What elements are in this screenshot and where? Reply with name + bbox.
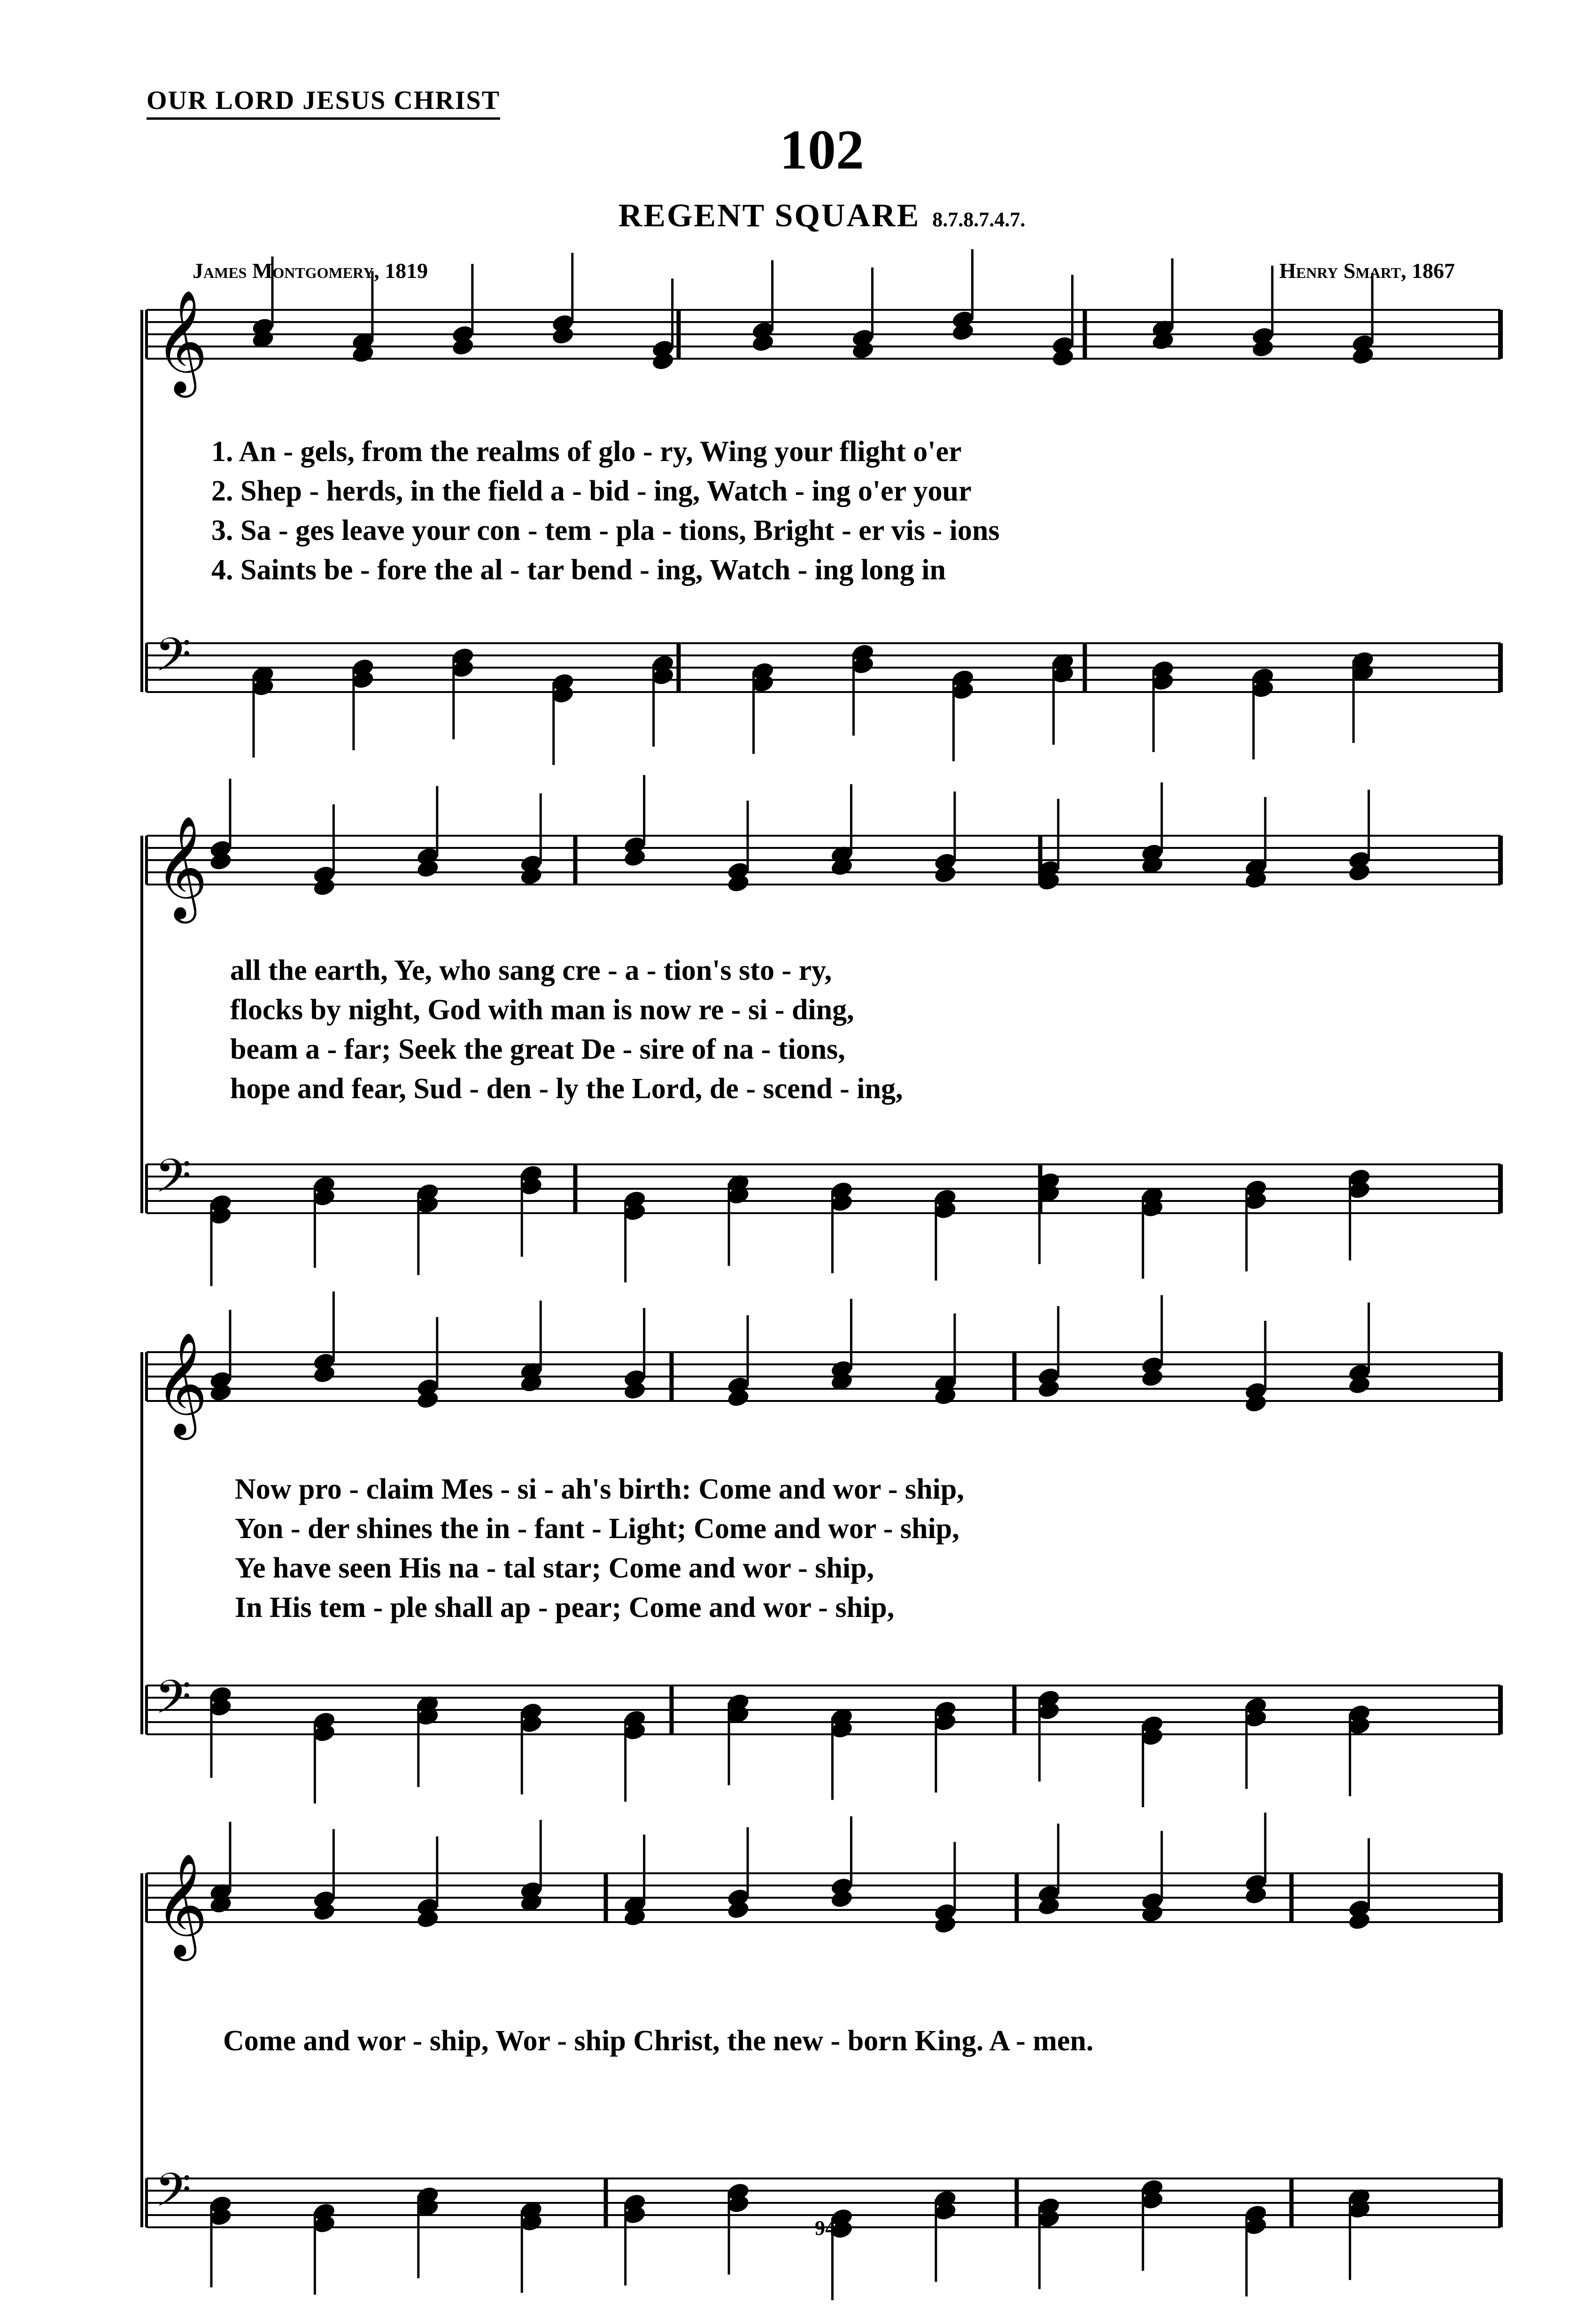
bass-clef-icon: 𝄢: [155, 628, 192, 693]
lyric-line: hope and fear, Sud - den - ly the Lord, de - scend - ing,: [230, 1073, 903, 1105]
lyric-line: 2. Shep - herds, in the field a - bid - ing, Watch - ing o'er your: [211, 475, 972, 507]
lyric-line: flocks by night, God with man is now re - si - ding,: [230, 994, 854, 1026]
lyric-line: all the earth, Ye, who sang cre - a - tion's sto - ry,: [230, 954, 832, 986]
treble-clef-icon: 𝄞: [155, 289, 208, 393]
page-number: 94: [815, 2216, 835, 2239]
lyrics-system-2: [230, 951, 903, 1108]
bass-clef-icon: 𝄢: [155, 1149, 192, 1215]
lyric-line: 4. Saints be - fore the al - tar bend - ing, Watch - ing long in: [211, 554, 946, 586]
section-title: OUR LORD JESUS CHRIST: [147, 85, 500, 120]
lyric-line: In His tem - ple shall ap - pear; Come and wor - ship,: [235, 1592, 895, 1624]
lyric-line: Come and wor - ship, Wor - ship Christ, the new - born King. A - men.: [223, 2025, 1094, 2057]
meter: 8.7.8.7.4.7.: [932, 208, 1026, 231]
lyric-line: Yon - der shines the in - fant - Light; Come and wor - ship,: [235, 1513, 959, 1545]
lyric-line: beam a - far; Seek the great De - sire of na - tions,: [230, 1033, 845, 1065]
treble-clef-icon: 𝄞: [155, 1853, 208, 1956]
treble-clef-icon: 𝄞: [155, 815, 208, 919]
lyric-line: Ye have seen His na - tal star; Come and wor - ship,: [235, 1552, 874, 1584]
bass-clef-icon: 𝄢: [155, 1670, 192, 1736]
composer-credit: Henry Smart, 1867: [1279, 259, 1455, 283]
lyric-line: Now pro - claim Mes - si - ah's birth: Come and wor - ship,: [235, 1473, 964, 1505]
lyric-line: 1. An - gels, from the realms of glo - ry, Wing your flight o'er: [211, 436, 962, 468]
lyrics-system-3: [235, 1470, 964, 1627]
lyrics-system-1: [211, 432, 999, 590]
tune-name: REGENT SQUARE: [618, 198, 920, 234]
lyric-line: 3. Sa - ges leave your con - tem - pla - tions, Bright - er vis - ions: [211, 515, 1000, 546]
lyrics-system-4: [223, 2021, 1093, 2061]
treble-clef-icon: 𝄞: [155, 1331, 208, 1435]
bass-clef-icon: 𝄢: [155, 2163, 192, 2229]
author-credit: James Montgomery, 1819: [193, 259, 428, 283]
hymn-number: 102: [780, 118, 864, 181]
